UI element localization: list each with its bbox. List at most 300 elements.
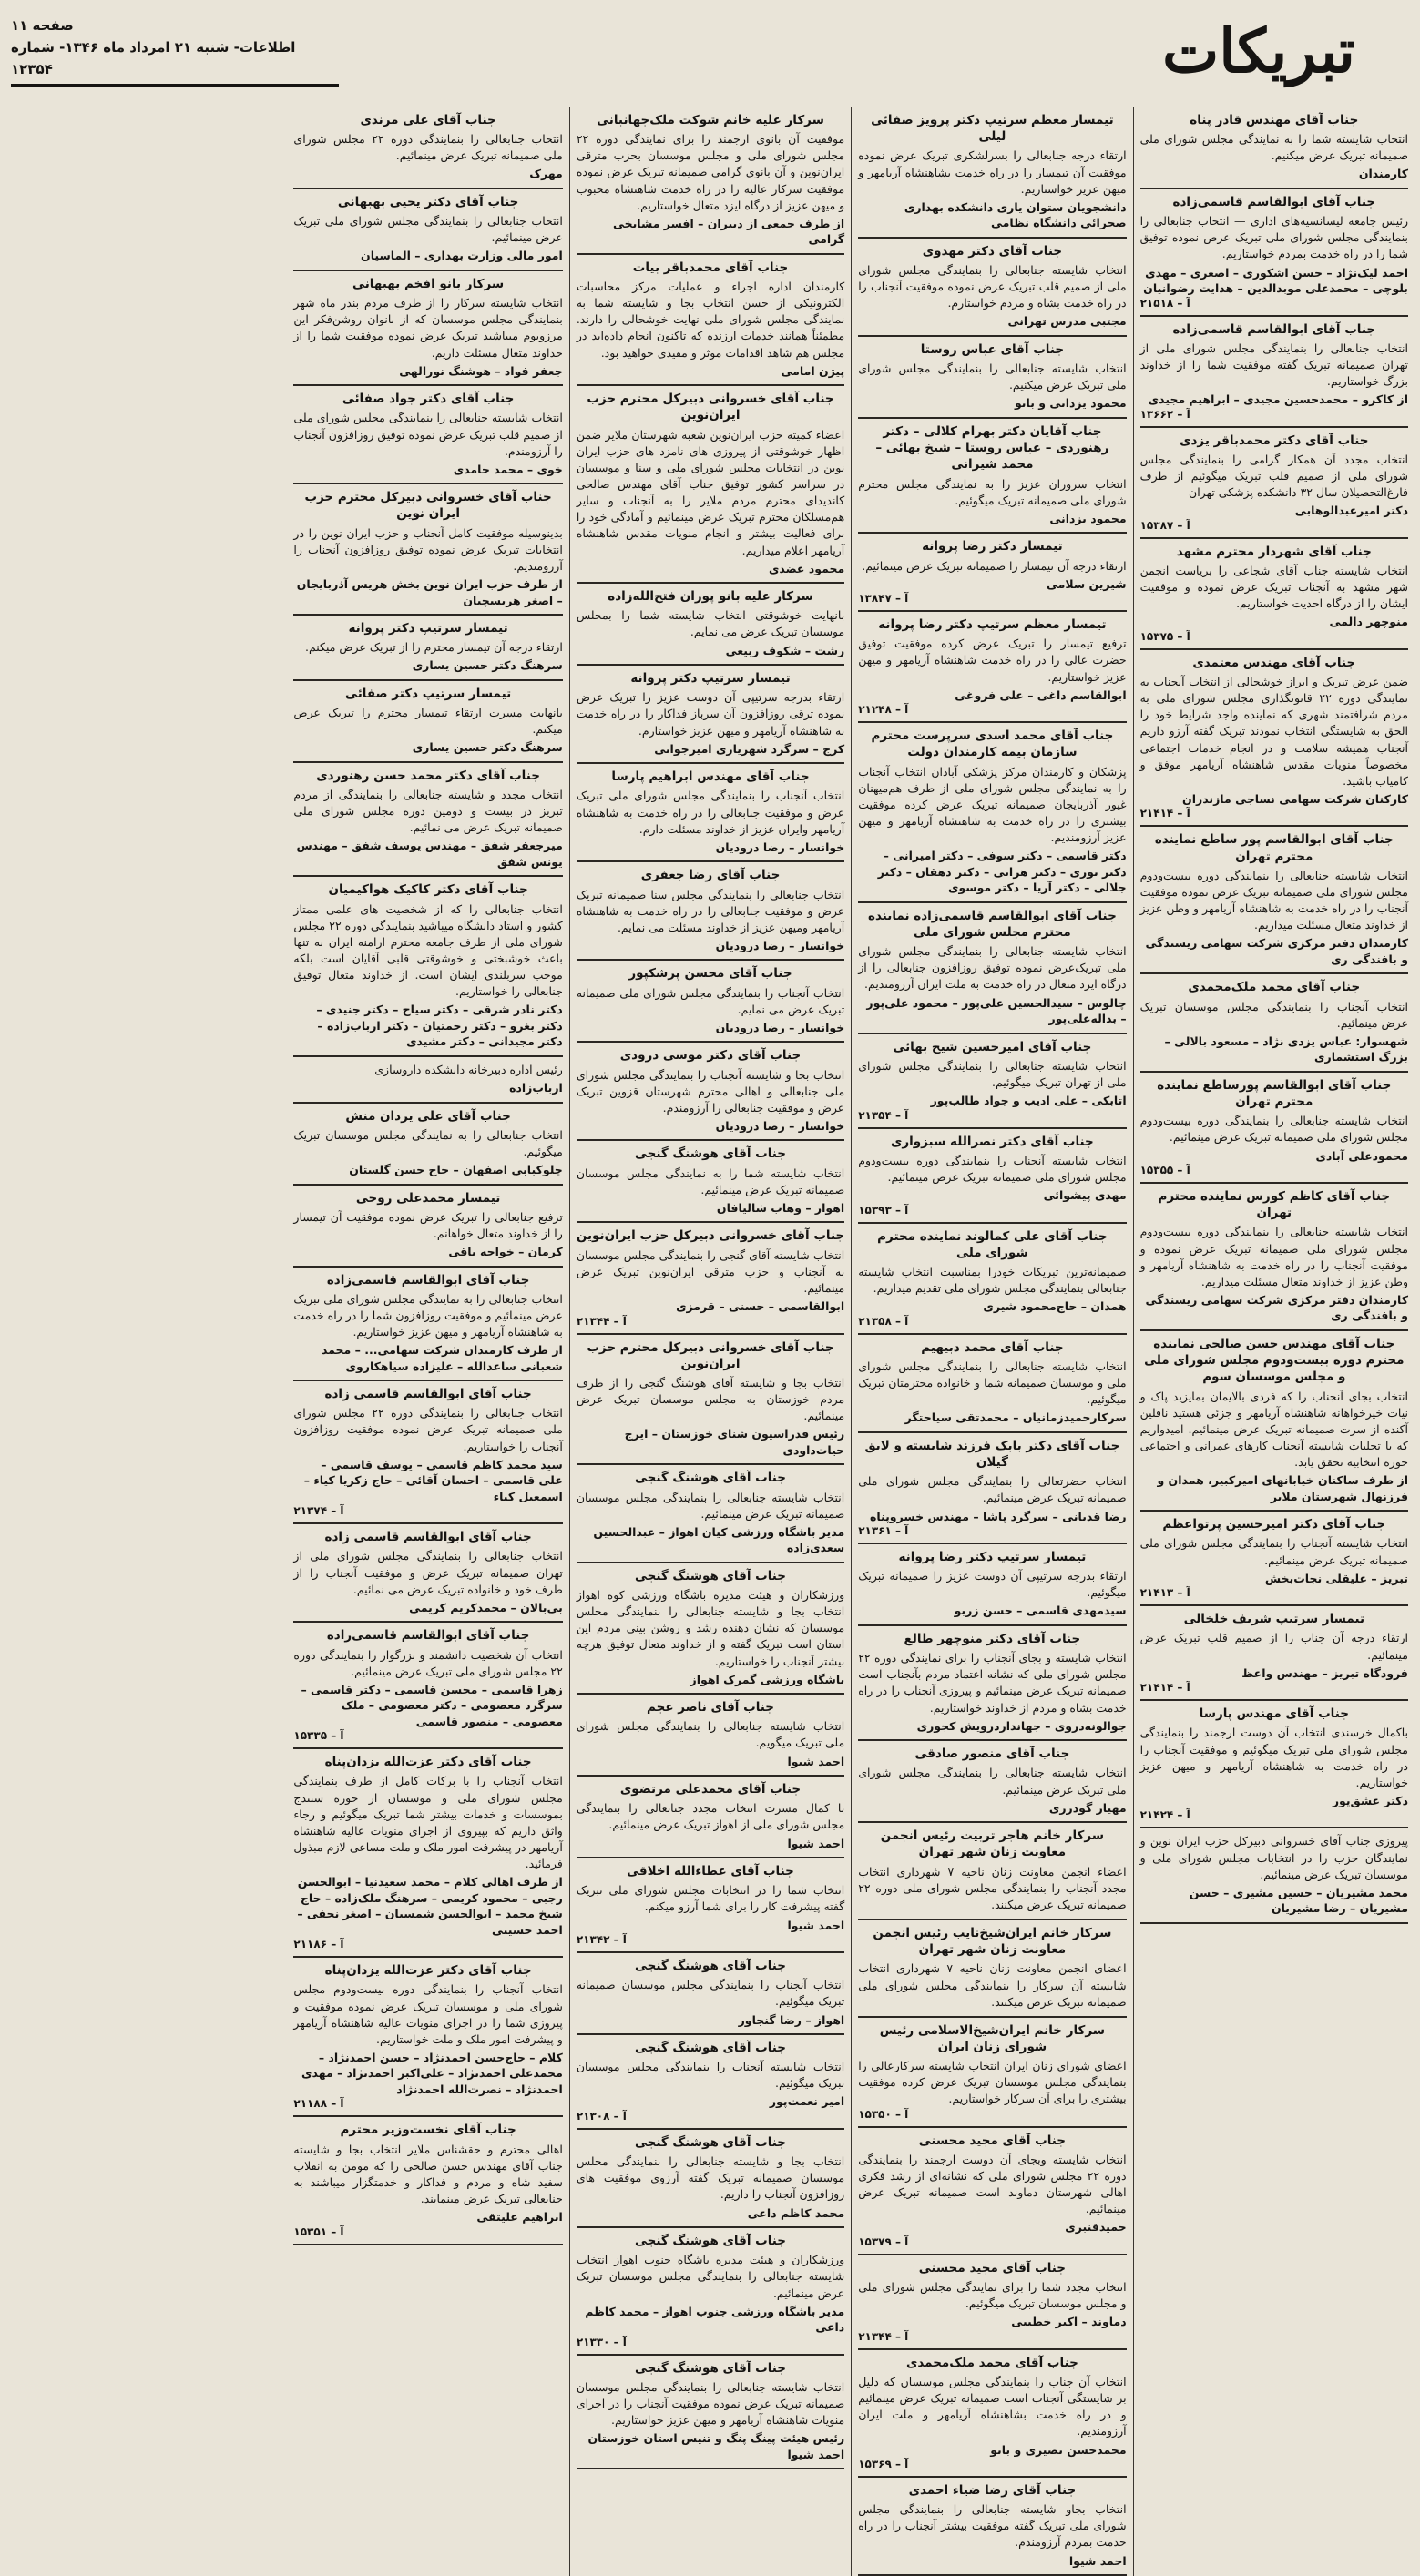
congrats-notice — [1140, 1606, 1408, 1701]
notice-heading: سرکار خانم ایران‌شیخ‌الاسلامی رئیس شورای زنان ایران — [879, 2022, 1106, 2054]
notice-body: انتخاب شایسته جنابعالی را بنمایندگی مجلس شورای ملی تبریک عرض میکنیم. — [858, 361, 1127, 392]
notice-signature: از طرف ساکنان خیابانهای امیرکبیر، همدان و فرزنهال شهرستان ملایر — [1157, 1473, 1408, 1503]
congrats-notice — [293, 1958, 562, 2117]
notice-signature: دانشجویان ستوان یاری دانشکده بهداری صحرائی دانشگاه نظامی — [904, 199, 1127, 230]
notice-body: انتخاب آنجناب را بنمایندگی مجلس موسسان صمیمانه تبریک میگوئیم. — [576, 1978, 845, 2009]
notice-signature: از طرف حزب ایران نوین بخش هریس آذربایجان – اصغر هریسچیان — [296, 577, 563, 607]
notice-heading: جناب آقای امیرحسین شیخ بهائی — [893, 1039, 1092, 1054]
notice-body: انتخاب شایسته جنابعالی را بنمایندگی مجلس موسسان صمیمانه تبریک عرض مینمائیم. — [576, 1490, 845, 1521]
notice-heading: جناب آقای دکتر مهدوی — [922, 243, 1063, 259]
congrats-notice — [1140, 1828, 1408, 1923]
notice-body: رئیس جامعه لیسانسیه‌های اداری — انتخاب جنابعالی را بنمایندگی مجلس شورای ملی تبریک عرض نموده توفیق شما را در راه خدمت بمردم خواستاریم. — [1139, 214, 1408, 261]
notice-heading: جناب آقای دکتر جواد صفائی — [342, 392, 515, 407]
page-info — [11, 15, 339, 87]
congrats-notice — [858, 2018, 1126, 2128]
notice-heading: جناب آقای ابوالقاسم قاسمی‌زاده — [1172, 194, 1376, 209]
header-rule — [11, 84, 339, 87]
notice-body: انتخاب شایسته جنابعالی را بنمایندگی دوره بیست‌ودوم مجلس شورای ملی صمیمانه تبریک عرض نموده و موفقیت آنجناب را در راه خدمت به شاهنشاه آریامهر و وطن عزیز از خداوند متعال مسئلت میداریم. — [1139, 1225, 1408, 1288]
congrats-notice — [577, 255, 844, 386]
notice-heading: سرکار علیه خانم شوکت ملک‌جهانبانی — [597, 113, 824, 127]
notice-heading: جناب آقای دکتر عزت‌الله یزدان‌پناه — [324, 1963, 532, 1979]
congrats-notice — [577, 1858, 844, 1953]
notice-signature: احمد شیوا — [1068, 2553, 1127, 2568]
notice-heading: جناب آقای دکتر منوچهر طالع — [904, 1631, 1081, 1646]
column-3 — [569, 107, 851, 2576]
notice-body: بدینوسیله موفقیت کامل آنجناب و حزب ایران نوین را در انتخابات تبریک عرض نموده توفیق روزافزون آنجناب را آرزومندیم. — [293, 525, 563, 573]
notice-signature: خوانسار – رضا درودیان — [715, 1118, 845, 1133]
congrats-notice — [577, 1695, 844, 1777]
notice-signature: ابوالقاسم داغی – علی فروغی — [955, 687, 1127, 702]
congrats-notice — [577, 2228, 844, 2356]
notice-signature: احمد شیوا — [787, 1754, 845, 1768]
notice-heading: جناب آقای مهندس معتمدی — [1192, 655, 1356, 670]
notice-code: آ – ۱۳۶۶۲ — [1139, 407, 1190, 421]
notice-signature: سرهنگ دکتر حسین یساری — [412, 658, 563, 673]
congrats-notice — [577, 1043, 844, 1141]
notice-signature: زهرا قاسمی – محسن قاسمی – دکتر قاسمی – سرگرد معصومی – دکتر معصومی – ملک معصومی – منصور قاسمی — [301, 1682, 563, 1728]
page-header — [5, 5, 1415, 104]
notice-code: آ – ۲۱۳۰۸ — [576, 2109, 627, 2123]
notice-heading: جناب آقای محسن پزشکپور — [628, 966, 792, 982]
notice-body: انتخاب آن شخصیت دانشمند و بزرگوار را بنمایندگی دوره ۲۲ مجلس شورای ملی تبریک عرض مینمائیم. — [293, 1647, 563, 1678]
notice-heading: جناب آقای هوشنگ گنجی — [634, 2234, 787, 2249]
notice-body: انتخاب جنابعالی را بنمایندگی مجلس شورای ملی از تهران صمیمانه تبریک عرض و موفقیت آنجناب را از طرف خود و خانواده تبریک عرض می نمائیم. — [293, 1549, 563, 1596]
notice-signature: محمود عضدی — [768, 561, 845, 575]
notice-signature: محمود یزدانی و بانو — [1014, 396, 1127, 411]
notice-signature: سیدمهدی قاسمی – حسن زربو — [954, 1604, 1127, 1618]
congrats-notice — [577, 764, 844, 862]
congrats-notice — [577, 1141, 844, 1223]
notice-columns — [5, 107, 1415, 2568]
notice-body: اعضای انجمن معاونت زنان ناحیه ۷ شهرداری انتخاب شایسته آن سرکار را بنمایندگی مجلس شورای ملی صمیمانه تبریک عرض میکنند. — [858, 1961, 1127, 2009]
congrats-notice — [858, 1335, 1126, 1433]
congrats-notice — [858, 1433, 1126, 1544]
notice-body: بانهایت مسرت ارتقاء تیمسار محترم را تبریک عرض میکنم. — [293, 706, 563, 737]
notice-signature: همدان – حاج‌محمود شیری — [983, 1299, 1127, 1314]
notice-signature: رئیس فدراسیون شنای خوزستان – ایرج حیات‌داودی — [624, 1427, 845, 1457]
notice-code: آ – ۲۱۴۱۴ — [1139, 1681, 1190, 1695]
notice-signature: خوانسار – رضا درودیان — [715, 938, 845, 952]
notice-heading: تیمسار معظم سرتیپ دکتر پرویز صفائی لیلی — [871, 113, 1114, 145]
notice-body: انتخاب شایسته جناب آقای شجاعی را بریاست انجمن شهر مشهد به آنجناب تبریک عرض نموده و موفقیت ایشان را از درگاه احدیت خواستاریم. — [1139, 563, 1408, 611]
notice-heading: جناب آقای ابوالقاسم قاسمی‌زاده — [326, 1628, 530, 1644]
notice-body: انتخاب شایسته جنابعالی را بنمایندگی مجلس موسسان صمیمانه تبریک عرض نموده موفقیت آنجناب را در اجرای منویات شاهنشاه آریامهر و میهن عزیز خواستاریم. — [576, 2379, 845, 2428]
notice-body: انتخاب شایسته جنابعالی را بنمایندگی مجلس شورای ملی تبریک عرض مینمائیم. — [858, 1766, 1127, 1797]
notice-heading: جناب آقای ابوالقاسم پور ساطع نماینده محترم تهران — [1154, 832, 1394, 864]
notice-signature: محمدحسن نصیری و بانو — [990, 2442, 1127, 2457]
notice-heading: جناب آقای خسروانی دبیرکل محترم حزب ایران‌نوین — [587, 1339, 834, 1371]
notice-heading: جناب آقای مجید محسنی — [918, 2260, 1067, 2276]
notice-body: اهالی محترم و حقشناس ملایر انتخاب بجا و شایسته جناب آقای مهندس حسن صالحی را که مومن به انقلاب سفید شاه و مردم و فداکار و خدمتگزار میباشند به جنابعالی تبریک عرض مینمایند. — [293, 2142, 563, 2206]
congrats-notice — [577, 584, 844, 666]
notice-signature: شیرین سلامی — [1046, 576, 1127, 591]
notice-code: آ – ۱۵۳۳۵ — [293, 1729, 344, 1743]
notice-signature: شهسوار: عباس یزدی نژاد – مسعود بالالی – بزرگ استشماری — [1164, 1033, 1408, 1064]
dateline: اطلاعات- شنبه ۲۱ امرداد ماه ۱۳۴۶- شماره ۱۲۳۵۴ — [11, 39, 296, 77]
notice-signature: کارمندان دفتر مرکزی شرکت سهامی ریسندگی و بافندگی ری — [1145, 1292, 1408, 1323]
notice-body: اعضای شورای زنان ایران انتخاب شایسته سرکارعالی را بنمایندگی مجلس موسسان تبریک عرض کرده موفقیت بیشتری را برای آن سرکار خواستاریم. — [858, 2059, 1127, 2106]
notice-heading: جناب آقای دکتر موسی درودی — [619, 1048, 802, 1064]
congrats-notice — [1140, 428, 1408, 539]
notice-heading: جناب آقای ابوالقاسم قاسمی‌زاده نماینده محترم مجلس شورای ملی — [867, 908, 1117, 940]
notice-signature: مهدی پیشوائی — [1043, 1188, 1127, 1203]
notice-heading: سرکار علیه بانو پوران فتح‌الله‌زاده — [608, 589, 813, 605]
notice-signature: کلام – حاج‌حسن احمدنژاد – حسن احمدنژاد – محمدعلی احمدنژاد – علی‌اکبر احمدنژاد – مهدی احمدنژاد – نصرت‌الله احمدنژاد — [301, 2050, 563, 2096]
notice-body: پیروزی جناب آقای خسروانی دبیرکل حزب ایران نوین و نمایندگان حزب را در انتخابات مجلس شورای ملی و موسسان تبریک عرض مینمائیم. — [1139, 1834, 1408, 1881]
congrats-notice — [1140, 827, 1408, 974]
notice-signature: احمد لیک‌نژاد – حسن اشکوری – اصغری – مهدی بلوچی – محمدعلی موبدالدین – هدایت رضوانیان — [1143, 265, 1408, 296]
notice-code: آ – ۲۱۳۷۴ — [293, 1504, 344, 1518]
notice-signature: احمد شیوا — [787, 1918, 845, 1932]
notice-heading: جناب آقای مهندس پارسا — [1199, 1706, 1349, 1722]
notice-heading: جناب آقای هوشنگ گنجی — [634, 1568, 787, 1583]
congrats-notice — [293, 107, 562, 189]
notice-body: انتخاب مجدد و شایسته جنابعالی را بنمایندگی از مردم تبریز در بیست و دومین دوره مجلس شورای ملی صمیمانه تبریک عرض می نمائیم. — [293, 788, 563, 835]
notice-heading: جناب آقای رضا ضیاء احمدی — [908, 2483, 1077, 2498]
notice-signature: جوالونه‌دروی – جهانداردرویش کجوری — [916, 1718, 1127, 1733]
notice-body: انتخاب بجای آنجناب را که فردی بالایمان بمایزید پاک و نیات خیرخواهانه شاهنشاه آریامهر و جزئی هستید ناقلین آکنده از سرت صمیمانه تبریک عرض مینمائیم. امیدواریم که با تجلیات شایسته آنجناب کارهای عمرانی و اجتماعی حوزه انتخابیه تحقق یابد. — [1139, 1389, 1408, 1470]
notice-body: انتخاب حضرتعالی را بنمایندگی مجلس شورای ملی صمیمانه تبریک عرض مینمائیم. — [858, 1474, 1127, 1505]
congrats-notice — [1140, 974, 1408, 1072]
congrats-notice — [1140, 1184, 1408, 1331]
notice-code: آ – ۲۱۳۴۴ — [858, 2329, 909, 2343]
notice-signature: کرج – سرگرد شهریاری امیرجوانی — [654, 741, 845, 756]
notice-heading: جناب آقای دکتر محمدباقر یزدی — [1180, 433, 1369, 448]
congrats-notice — [858, 723, 1126, 903]
notice-code: آ – ۲۱۳۵۸ — [858, 1314, 909, 1328]
notice-body: انتخاب جنابعالی را که از شخصیت های علمی ممتاز کشور و استاد دانشگاه میباشید بنمایندگی دوره ۲۲ مجلس شورای ملی از طرف جامعه محترم ارامنه ایران نه تنها باعث خوشبختی و خوشوقتی قلبی آقایان است بلکه موجب سربلندی ایشان است. از خداوند متعال توفیق جنابعالی را خواستاریم. — [293, 901, 563, 999]
congrats-notice — [293, 484, 562, 616]
congrats-notice — [293, 271, 562, 386]
notice-signature: ابراهیم علیتقی — [476, 2210, 563, 2225]
notice-signature: دکتر عشق‌پور — [1332, 1793, 1408, 1807]
congrats-notice — [293, 386, 562, 484]
notice-heading: جناب آقای ابوالقاسم قاسمی‌زاده — [326, 1272, 530, 1288]
notice-body: انتخاب شایسته جنابعالی را بنمایندگی مجلس شورای ملی از صمیم قلب تبریک عرض نموده موفقیت آنجناب را در راه خدمت بشاه و مردم خواستارم. — [858, 263, 1127, 311]
notice-heading: جناب آقای هوشنگ گنجی — [634, 2360, 787, 2376]
notice-heading: جناب آقای علی کمالوند نماینده محترم شورای ملی — [877, 1228, 1108, 1260]
congrats-notice — [293, 1524, 562, 1623]
notice-body: انتخاب جنابعالی را بنمایندگی مجلس شورای ملی از تهران صمیمانه تبریک گفته موفقیت شما را از خداوند بزرگ خواستاریم. — [1139, 341, 1408, 389]
congrats-notice — [577, 2035, 844, 2130]
congrats-notice — [858, 1920, 1126, 2018]
notice-body: انتخاب بجا و شایسته آقای هوشنگ گنجی را از طرف مردم خوزستان به مجلس موسسان تبریک عرض مینمائیم. — [576, 1375, 845, 1423]
congrats-notice — [293, 1104, 562, 1186]
notice-body: انتخاب آنجناب را بنمایندگی دوره بیست‌ودوم مجلس شورای ملی و موسسان تبریک عرض نموده موفقیت و پیروزی شما را در اجرای منویات عالیه شاهنشاه آریامهر و پیشرفت امور ملک و ملت خواستاریم. — [293, 1982, 563, 2046]
notice-signature: رشت – شکوف ربیعی — [725, 643, 845, 657]
page-label: صفحه ۱۱ — [11, 17, 74, 34]
notice-heading: جناب آقای ابوالقاسم قاسمی‌زاده — [1172, 321, 1376, 337]
congrats-notice — [858, 2478, 1126, 2576]
congrats-notice — [577, 862, 844, 961]
notice-heading: جناب آقای محمد اسدی سرپرست محترم سازمان بیمه کارمندان دولت — [871, 728, 1114, 760]
notice-body: انتخاب جنابعالی را به نمایندگی مجلس موسسان تبریک میگوئیم. — [293, 1127, 563, 1158]
notice-signature: رضا قدیانی – سرگرد پاشا – مهندس خسروپناه — [869, 1509, 1127, 1523]
notice-body: انتخاب شایسته جنابعالی را بنمایندگی دوره بیست‌ودوم مجلس شورای ملی صمیمانه تبریک عرض نموده موفقیت آنجناب را در راه خدمت به شاهنشاه آریامهر و وطن عزیز از خداوند متعال مسئلت میداریم. — [1139, 868, 1408, 932]
notice-code: آ – ۲۱۱۸۸ — [293, 2097, 344, 2111]
congrats-notice — [293, 616, 562, 681]
notice-body: انتخاب سروران عزیز را به نمایندگی مجلس محترم شورای ملی صمیمانه تبریک میگوئیم. — [858, 476, 1127, 507]
masthead-title: تبریکات — [1162, 15, 1355, 87]
notice-body: انتخاب آنجناب را بنمایندگی مجلس شورای ملی تبریک عرض و موفقیت جنابعالی را در راه خدمت به شاهنشاه آریامهر وایران عزیز از خداوند مسئلت دارم. — [576, 789, 845, 836]
notice-code: آ – ۱۵۳۵۰ — [858, 2107, 909, 2121]
notice-body: ارتقاء بدرجه سرتیپی آن دوست عزیز را صمیمانه تبریک میگوئیم. — [858, 1569, 1127, 1600]
congrats-notice — [293, 681, 562, 763]
notice-code: آ – ۱۳۸۴۷ — [858, 592, 909, 606]
notice-body: انتخاب شایسته و بجای آنجناب را برای نمایندگی دوره ۲۲ مجلس شورای ملی که نشانه اعتماد مردم بآنجناب است صمیمانه تبریک عرض مینمائیم و پیروزی آنجناب را در راه خدمت بشاه و مردم از خداوند خواستاریم. — [858, 1651, 1127, 1715]
notice-body: انتخاب شایسته آقای گنجی را بنمایندگی مجلس موسسان به آنجناب و حزب مترقی ایران‌نوین تبریک عرض مینمائیم. — [576, 1247, 845, 1295]
notice-code: آ – ۲۱۳۶۱ — [858, 1524, 909, 1537]
notice-heading: جناب آقای ابوالقاسم پورساطع نماینده محترم تهران — [1157, 1077, 1392, 1110]
notice-signature: ابوالقاسمی – حسنی – قرمزی — [676, 1299, 845, 1313]
notice-body: موفقیت آن بانوی ارجمند را برای نمایندگی دوره ۲۲ مجلس شورای ملی و مجلس موسسان بحزب مترقی ایران‌نوین و آن بانوی گرامی صمیمانه تبریک عرض نموده موفقیت سرکار عالیه را در راه خدمت شاهنشاه محبوب و میهن عزیز از درگاه ایزد متعال خواستاریم. — [576, 132, 845, 212]
notice-body: ارتقاء درجه آن جناب را از صمیم قلب تبریک عرض مینمائیم. — [1139, 1631, 1408, 1662]
notice-body: انتخاب شایسته جنابعالی را بنمایندگی مجلس شورای ملی تبریک میگویم. — [576, 1719, 845, 1750]
notice-signature: دکتر نادر شرقی – دکتر سیاح – دکتر جنیدی – دکتر بغرو – دکتر رحمتیان – دکتر ارباب‌زاده – دکتر مجیدانی – دکتر مشیدی — [316, 1003, 563, 1049]
column-2 — [851, 107, 1132, 2576]
notice-signature: محمودعلی آبادی — [1315, 1148, 1408, 1163]
congrats-notice — [577, 1223, 844, 1334]
notice-code: آ – ۲۱۴۱۴ — [1139, 807, 1190, 820]
congrats-notice — [577, 1953, 844, 2035]
masthead — [1108, 5, 1409, 97]
congrats-notice — [858, 903, 1126, 1034]
congrats-notice — [577, 107, 844, 255]
notice-signature: محمد مشیریان – حسین مشیری – حسن مشیریان – رضا مشیریان — [1189, 1885, 1408, 1916]
notice-signature: بی‌بالان – محمدکریم کریمی — [409, 1600, 563, 1614]
notice-signature: محمد کاظم داعی — [747, 2205, 845, 2220]
notice-signature: فرودگاه تبریز – مهندس واعظ — [1241, 1665, 1408, 1680]
notice-signature: رئیس هیئت پینگ پنگ و تنیس استان خوزستان احمد شیوا — [587, 2431, 845, 2461]
notice-heading: جناب آقای ابوالقاسم قاسمی زاده — [324, 1530, 532, 1545]
notice-body: بانهایت خوشوقتی انتخاب شایسته شما را بمجلس موسسان تبریک عرض می نمایم. — [576, 608, 845, 639]
notice-heading: تیمسار سرتیپ دکتر صفائی — [345, 686, 512, 701]
notice-body: انتخاب آنجناب را بنمایندگی مجلس شورای ملی صمیمانه تبریک عرض می نمایم. — [576, 985, 845, 1016]
congrats-notice — [1140, 189, 1408, 317]
notice-signature: جعفر فواد – هوشنگ نورالهی — [399, 363, 563, 378]
notice-signature: احمد شیوا — [787, 1836, 845, 1850]
notice-body: ترفیع تیمسار را تبریک عرض کرده موفقیت توفیق حضرت عالی را در راه خدمت شاهنشاه آریامهر و میهن عزیز خواستاریم. — [858, 636, 1127, 684]
congrats-notice — [577, 2356, 844, 2470]
notice-heading: جناب آقای محمد ملک‌محمدی — [1188, 980, 1361, 995]
notice-signature: پیژن امامی — [781, 363, 845, 378]
notice-heading: جناب آقای کاظم کورس نماینده محترم تهران — [1158, 1189, 1391, 1221]
notice-body: ورزشکاران و هیئت مدیره باشگاه جنوب اهواز انتخاب شایسته جنابعالی را بنمایندگی مجلس موسسان تبریک عرض مینمائیم. — [576, 2253, 845, 2300]
notice-heading: جناب آقای دکتر نصرالله سبزواری — [891, 1134, 1094, 1149]
notice-heading: جناب آقای دکتر محمد حسن رهنوردی — [316, 768, 540, 783]
congrats-notice — [577, 1465, 844, 1563]
notice-body: انتخاب بجاو شایسته جنابعالی را بنمایندگی مجلس شورای ملی تبریک گفته موفقیت بیشتر آنجناب را در راه خدمت بمردم آرزومندم. — [858, 2502, 1127, 2550]
congrats-notice — [858, 1224, 1126, 1335]
notice-signature: امور مالی وزارت بهداری – الماسیان — [361, 249, 563, 263]
notice-signature: چالوس – سیدالحسین علی‌پور – محمود علی‌پور – بداله‌علی‌پور — [866, 995, 1127, 1026]
congrats-notice — [858, 1129, 1126, 1224]
notice-code: آ – ۲۱۳۴۲ — [576, 1933, 627, 1947]
congrats-notice — [858, 1741, 1126, 1823]
notice-heading: جناب آقای علی مرندی — [360, 113, 496, 127]
congrats-notice — [858, 337, 1126, 419]
notice-body: انتخاب شایسته جنابعالی را بنمایندگی مجلس شورای ملی و موسسان صمیمانه شما و خانواده محترمتان تبریک میگوئیم. — [858, 1359, 1127, 1407]
notice-body: انتخاب شایسته جنابعالی را بنمایندگی دوره بیست‌ودوم مجلس شورای ملی صمیمانه تبریک عرض مینمائیم. — [1139, 1114, 1408, 1145]
notice-body: انتخاب جنابعالی را بنمایندگی دوره ۲۲ مجلس شورای ملی صمیمانه تبریک عرض نموده موفقیت روزافزون آنجناب را خواستاریم. — [293, 1406, 563, 1453]
notice-signature: باشگاه ورزشی گمرک اهواز — [690, 1672, 845, 1686]
notice-heading: جناب آقای هوشنگ گنجی — [634, 2041, 787, 2055]
notice-heading: سرکار خانم هاجر تربیت رئیس انجمن معاونت زنان شهر تهران — [880, 1828, 1105, 1860]
congrats-notice — [858, 239, 1126, 337]
notice-heading: تیمسار محمدعلی روحی — [355, 1190, 501, 1206]
notice-body: اعضاء کمیته حزب ایران‌نوین شعبه شهرستان ملایر ضمن اظهار خوشوقتی از پیروزی های نامزد های حزب ایران نوین در انتخابات مجلس شورای ملی و سنا و موسسان در سراسر کشور توفیق جناب آقای مهندس صالحی کاندیدای محترم مردم ملایر را به آنجناب و سایر هم‌مسلکان محترم تبریک عرض مینمائیم و آمادگی خود را برای فعالیت بیشتر و انجام منویات مقدس شاهنشاه آریامهر اعلام میداریم. — [576, 427, 845, 557]
notice-signature: از کاکرو – محمدحسین مجیدی – ابراهیم مجیدی — [1148, 392, 1408, 407]
notice-body: انتخاب شایسته جنابعالی را بنمایندگی مجلس شورای ملی از صمیم قلب تبریک عرض نموده توفیق روزافزون آنجناب را آرزومندم. — [293, 411, 563, 458]
notice-heading: جناب آقای دکتر عزت‌الله یزدان‌پناه — [324, 1755, 532, 1770]
notice-signature: دماوند – اکبر خطیبی — [1011, 2315, 1127, 2329]
notice-signature: مجتبی مدرس تهرانی — [1007, 314, 1127, 329]
notice-heading: جناب آقای خسروانی دبیرکل محترم حزب ایران‌نوین — [587, 392, 834, 423]
notice-heading: جناب آقای هوشنگ گنجی — [634, 1471, 787, 1486]
notice-signature: خوی – محمد حامدی — [453, 462, 563, 476]
notice-heading: تیمسار سرتیپ دکتر پروانه — [348, 621, 508, 636]
notice-code: آ – ۱۵۳۷۵ — [1139, 629, 1190, 643]
notice-signature: مهرک — [529, 167, 563, 181]
congrats-notice — [858, 1823, 1126, 1920]
congrats-notice — [1140, 650, 1408, 828]
congrats-notice — [293, 1057, 562, 1104]
congrats-notice — [577, 1777, 844, 1858]
notice-signature: خوانسار – رضا درودیان — [715, 840, 845, 854]
congrats-notice — [858, 2350, 1126, 2478]
notice-body: ارتقاء درجه آن تیمسار محترم را از تبریک عرض میکنم. — [304, 640, 563, 655]
notice-signature: چلوکبابی اصفهان – حاج حسن گلستان — [349, 1163, 563, 1177]
notice-code: آ – ۲۱۴۲۴ — [1139, 1808, 1190, 1822]
notice-heading: تیمسار سرتیپ شریف خلخالی — [1183, 1612, 1365, 1627]
notice-heading: جناب آقای منصور صادقی — [914, 1746, 1070, 1762]
congrats-notice — [1140, 1701, 1408, 1828]
congrats-notice — [293, 877, 562, 1056]
notice-body: انتخاب شایسته شما را به نمایندگی مجلس موسسان صمیمانه تبریک عرض مینمائیم. — [576, 1166, 845, 1196]
notice-signature: از طرف اهالی کلام – محمد سعیدنیا – ابوالحسن رجبی – محمود کریمی – سرهنگ ملک‌زاده – حاج شیخ محمد – ابوالحسن شمسیان – اصغر نجفی – احمد حسینی — [297, 1875, 563, 1937]
notice-body: انتخاب شایسته جنابعالی را بنمایندگی مجلس شورای ملی تبریک‌عرض نموده توفیق روزافزون جنابعالی را از درگاه ایزد متعال در راه خدمت به ملت ایران آرزومندیم. — [858, 944, 1127, 992]
notice-heading: جناب آقای علی یزدان منش — [345, 1108, 511, 1124]
notice-body: انتخاب آنجناب را با برکات کامل از طرف بنمایندگی مجلس شورای ملی و موسسان از حوزه سنندج بموسسات و خدمات بیشتر شما تبریک میگوئیم و رجاء واثق داریم که بپیروی از اجرای منویات عالیه شاهنشاه آریامهر در پیشرفت امور ملک و ملت مساعی لازم مبذول فرمائید. — [293, 1774, 563, 1871]
notice-signature: امیر نعمت‌پور — [769, 2094, 845, 2109]
notice-body: انتخاب شایسته آنجناب را بنمایندگی مجلس شورای ملی صمیمانه تبریک عرض مینمائیم. — [1139, 1536, 1408, 1567]
notice-body: رئیس اداره دبیرخانه دانشکده داروسازی — [374, 1062, 563, 1076]
notice-code: آ – ۱۵۳۶۹ — [858, 2458, 909, 2470]
notice-heading: جناب آقای دکتر امیرحسین پرتواعظم — [1162, 1517, 1386, 1532]
congrats-notice — [577, 386, 844, 584]
notice-signature: خوانسار – رضا درودیان — [715, 1020, 845, 1034]
notice-heading: جناب آقای مهندس حسن صالحی نماینده محترم دوره بیست‌ودوم مجلس شورای ملی و مجلس موسسان سوم — [1144, 1336, 1405, 1385]
notice-body: انتخاب شایسته سرکار را از طرف مردم بندر ماه شهر بنمایندگی مجلس موسسان که از بانوان روشن‌فکر این مرزوبوم میباشید تبریک عرض نموده موفقیت شما را از خداوند متعال مسئلت داریم. — [293, 296, 563, 360]
congrats-notice — [1140, 107, 1408, 189]
notice-heading: تیمسار سرتیپ دکتر پروانه — [630, 671, 791, 687]
congrats-notice — [858, 1544, 1126, 1626]
column-4 — [287, 107, 568, 2576]
notice-body: انتخاب شایسته آنجناب را بنمایندگی مجلس موسسان تبریک میگوئیم. — [576, 2060, 845, 2091]
notice-signature: سرهنگ دکتر حسین یساری — [412, 740, 563, 755]
notice-heading: جناب آقای عطاءالله اخلاقی — [627, 1864, 794, 1879]
notice-body: انتخاب بجا و شایسته جنابعالی را بنمایندگی مجلس موسسان صمیمانه تبریک گفته آرزوی موفقیت های روزافزون آنجناب را داریم. — [576, 2154, 845, 2202]
notice-signature: سید محمد کاظم قاسمی – یوسف قاسمی – علی قاسمی – احسان آقائی – حاج زکریا کیاء – اسمعیل کیاء — [303, 1457, 563, 1503]
congrats-notice — [293, 189, 562, 271]
notice-heading: تیمسار معظم سرتیپ دکتر رضا پروانه — [878, 617, 1107, 633]
notice-body: ورزشکاران و هیئت مدیره باشگاه ورزشی کوه اهواز انتخاب بجا و شایسته جنابعالی را بنمایندگی مجلس موسسان که نشان دهنده رشد و روشن بینی مردم این استان است تبریک گفته و از خداوند متعال توفیق هرچه بیشتر آنجناب را خواستاریم. — [576, 1588, 845, 1668]
column-1 — [1133, 107, 1415, 2576]
notice-body: انتخاب مجدد شما را برای نمایندگی مجلس شورای ملی و مجلس موسسان تبریک میگوئیم. — [858, 2280, 1127, 2311]
notice-heading: جناب آقایان دکتر بهرام کلالی – دکتر رهنوردی – عباس روستا – شیخ بهائی – محمد شیرانی — [875, 423, 1109, 473]
notice-heading: جناب آقای مجید محسنی — [918, 2133, 1067, 2148]
notice-signature: کارکنان شرکت سهامی نساجی مازندران — [1182, 791, 1408, 806]
notice-body: انتخاب جنابعالی را به نمایندگی مجلس شورای ملی تبریک عرض مینمائیم و موفقیت روزافزون شما را در راه خدمت به شاهنشاه آریامهر و میهن عزیز خواستاریم. — [293, 1291, 563, 1339]
notice-signature: کارمندان دفتر مرکزی شرکت سهامی ریسندگی و بافندگی ری — [1145, 936, 1408, 966]
notice-body: انتخاب بجا و شایسته آنجناب را بنمایندگی مجلس شورای ملی جنابعالی و اهالی محترم شهرستان قزوین تبریک عرض و موفقیت جنابعالی را آرزومندم. — [576, 1067, 845, 1115]
notice-signature: سرکارحمیدزمانیان – محمدتقی سیاحتگر — [904, 1410, 1127, 1425]
notice-body: انتخاب مجدد آن همکار گرامی را بنمایندگی مجلس شورای ملی از صمیم قلب تبریک میگوئیم از طرف فارغ‌التحصیلان سال ۳۲ دانشکده پزشکی تهران — [1139, 452, 1408, 500]
notice-heading: جناب آقای خسروانی دبیرکل حزب ایران‌نوین — [576, 1228, 845, 1244]
congrats-notice — [293, 763, 562, 878]
notice-code: آ – ۱۵۳۵۱ — [293, 2225, 344, 2238]
notice-code: آ – ۲۱۵۱۸ — [1139, 296, 1190, 310]
congrats-notice — [293, 2117, 562, 2245]
notice-signature: دکتر قاسمی – دکتر سوفی – دکتر امیرانی – دکتر نوری – دکتر هراتی – دکتر دهقان – دکتر جلالی – دکتر آریا – دکتر موسوی — [877, 849, 1127, 895]
notice-heading: جناب آقای مهندس قادر پناه — [1190, 113, 1359, 127]
notice-signature: کرمان – خواجه باقی — [448, 1245, 563, 1258]
notice-heading: سرکار خانم ایران‌شیخ‌نایب رئیس انجمن معاونت زنان شهر تهران — [873, 1925, 1112, 1958]
notice-signature: اتابکی – علی ادیب و جواد طالب‌پور — [930, 1094, 1127, 1108]
notice-heading: جناب آقای هوشنگ گنجی — [634, 1146, 787, 1162]
notice-body: ارتقاء بدرجه سرتیپی آن دوست عزیز را تبریک عرض نموده ترقی روزافزون آن سرباز فداکار را در راه خدمت به شاهنشاه آریامهر و میهن عزیز خواستارم. — [576, 690, 845, 738]
notice-body: ضمن عرض تبریک و ابراز خوشحالی از انتخاب آنجناب به نمایندگی دوره ۲۲ قانونگذاری مجلس شورای ملی به مردم شرافتمند شهری که نماینده واجد شرایط خود را الحق به شایستگی انتخاب نمودند تبریک گفته آرزو داریم آنجناب همیشه سلامت و در انجام خدمات اجتماعی مخصوصاً منویات مقدس شاهنشاه آریامهر موفق و کامیاب باشید. — [1139, 675, 1408, 788]
notice-signature: تبریز – علیقلی نجات‌بخش — [1264, 1571, 1408, 1585]
notice-signature: اهواز – وهاب شالیافان — [716, 1200, 845, 1215]
congrats-notice — [1140, 1331, 1408, 1512]
notice-signature: مدیر باشگاه ورزشی کیان اهواز – عبدالحسین سعدی‌زاده — [593, 1524, 845, 1555]
notice-heading: جناب آقای دکتر کاکیک هواکیمیان — [328, 882, 528, 898]
notice-heading: جناب آقای مهندس ابراهیم پارسا — [611, 769, 810, 785]
congrats-notice — [858, 612, 1126, 723]
notice-code: آ – ۲۱۴۱۳ — [1139, 1586, 1190, 1600]
notice-signature: اهواز – رضا گنجاور — [738, 2012, 845, 2027]
notice-code: آ – ۲۱۳۴۴ — [576, 1314, 627, 1328]
congrats-notice — [577, 1563, 844, 1695]
notice-body: ترفیع جنابعالی را تبریک عرض نموده موفقیت آن تیمسار را از خداوند متعال خواهانم. — [293, 1209, 563, 1240]
congrats-notice — [858, 419, 1126, 534]
notice-heading: جناب آقای محمد دبیهیم — [921, 1339, 1064, 1355]
notice-signature: محمود یزدانی — [1049, 511, 1127, 525]
notice-body: انتخاب شایسته جنابعالی را بنمایندگی مجلس شورای ملی از تهران تبریک میگوئیم. — [858, 1058, 1127, 1089]
congrats-notice — [293, 1186, 562, 1268]
notice-code: آ – ۱۵۳۷۹ — [858, 2235, 909, 2248]
congrats-notice — [1140, 1073, 1408, 1184]
congrats-notice — [858, 107, 1126, 239]
notice-body: پزشکان و کارمندان مرکز پزشکی آبادان انتخاب آنجناب را به نمایندگی مجلس شورای ملی از طرف هم‌میهنان غیور آذربایجان صمیمانه تبریک عرض کرده موفقیت بیشتری را در راه خدمت به شاهنشاه آریامهر و میهن عزیز آرزومندیم. — [858, 764, 1127, 845]
notice-code: آ – ۲۱۱۸۶ — [293, 1938, 344, 1951]
notice-signature: حمیدقنبری — [1065, 2220, 1127, 2235]
congrats-notice — [293, 1268, 562, 1382]
notice-heading: جناب آقای رضا جعفری — [640, 868, 781, 883]
notice-code: آ – ۲۱۲۴۸ — [858, 703, 909, 717]
notice-heading: جناب آقای ناصر عجم — [647, 1700, 775, 1716]
notice-body: انتخاب شایسته شما را به نمایندگی مجلس شورای ملی صمیمانه تبریک عرض میکنیم. — [1139, 132, 1408, 163]
congrats-notice — [1140, 317, 1408, 428]
notice-signature: مهیار گودرزی — [1048, 1800, 1127, 1815]
congrats-notice — [577, 1335, 844, 1466]
congrats-notice — [858, 534, 1126, 612]
notice-code: آ – ۲۱۳۳۰ — [576, 2335, 627, 2348]
notice-signature: ارباب‌زاده — [509, 1081, 563, 1095]
notice-code: آ – ۱۵۳۸۷ — [1139, 518, 1190, 532]
congrats-notice — [858, 1034, 1126, 1129]
